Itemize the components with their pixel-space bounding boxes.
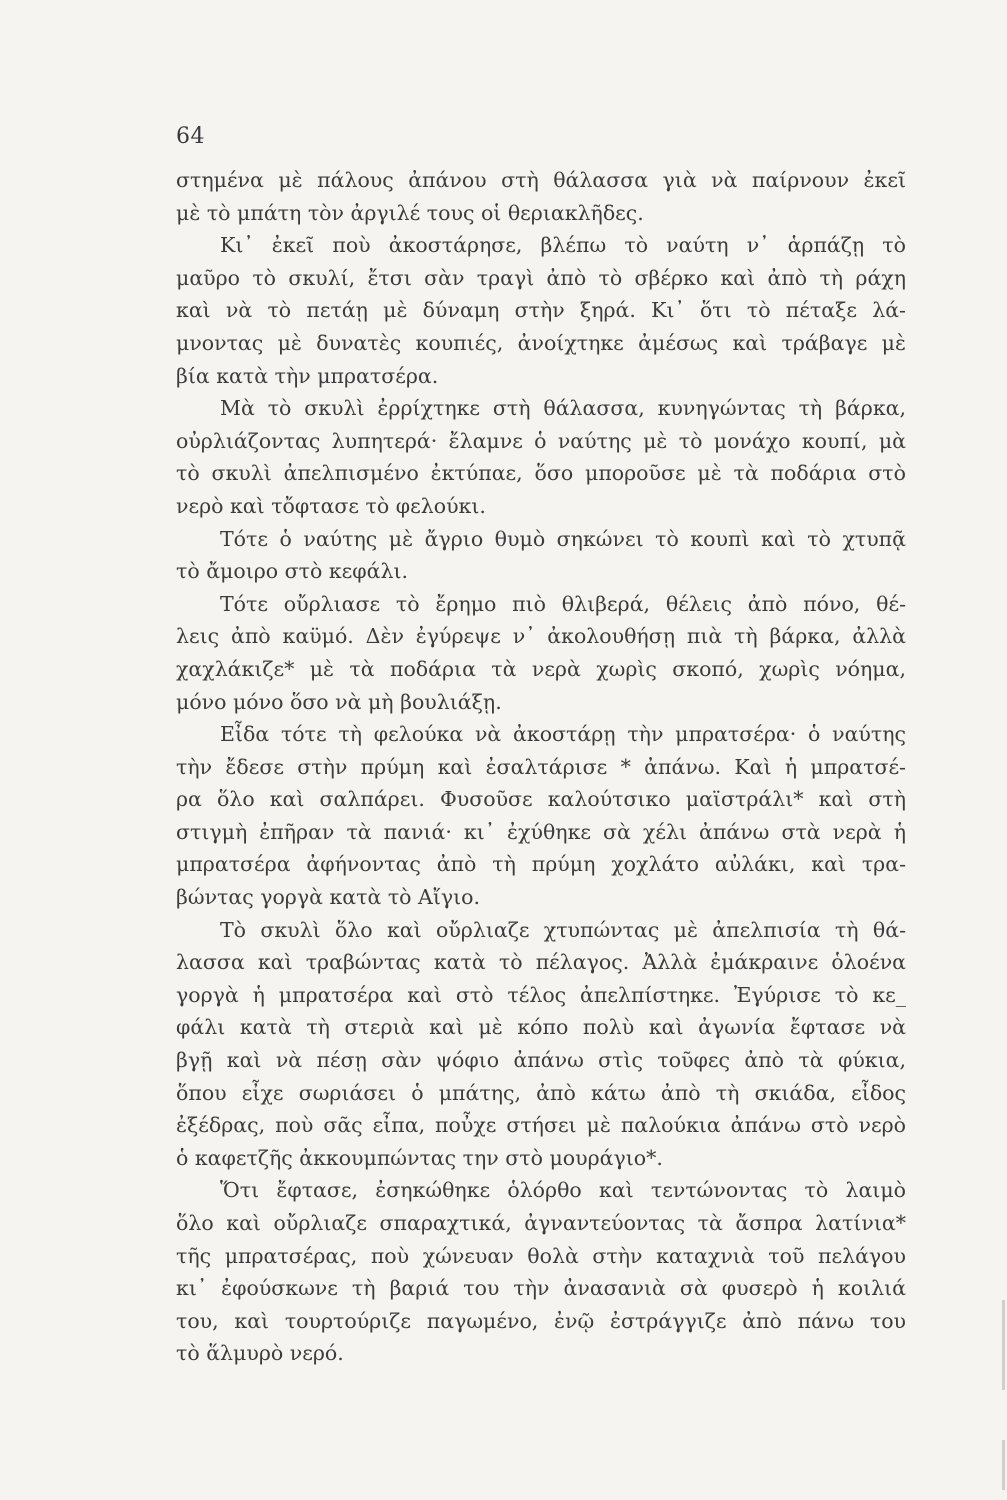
- text-line: ὅπου εἶχε σωριάσει ὁ μπάτης, ἀπὸ κάτω ἀπὸ τὴ σκιάδα, εἶδος: [176, 1080, 906, 1105]
- text-line: γοργὰ ἡ μπρατσέρα καὶ στὸ τέλος ἀπελπίστηκε. Ἐγύρισε τὸ κε_: [176, 982, 906, 1007]
- text-line: μόνο μόνο ὅσο νὰ μὴ βουλιάξῃ.: [176, 689, 502, 714]
- text-line: Κι᾽ ἐκεῖ ποὺ ἀκοστάρησε, βλέπω τὸ ναύτη ν᾽ ἁρπάζῃ τὸ: [220, 233, 906, 258]
- text-line: μπρατσέρα ἀφήνοντας ἀπὸ τὴ πρύμη χοχλάτο αὐλάκι, καὶ τρα-: [176, 852, 906, 877]
- text-line: του, καὶ τουρτούριζε παγωμένο, ἐνῷ ἐστράγγιζε ἀπὸ πάνω του: [176, 1308, 906, 1333]
- text-line: ὁ καφετζῆς ἀκκουμπώντας την στὸ μουράγιο*.: [176, 1145, 663, 1170]
- text-line: βγῇ καὶ νὰ πέσῃ σὰν ψόφιο ἀπάνω στὶς τοῦφες ἀπὸ τὰ φύκια,: [176, 1048, 906, 1073]
- text-line: στημένα μὲ πάλους ἀπάνου στὴ θάλασσα γιὰ νὰ παίρνουν ἐκεῖ: [176, 168, 906, 192]
- text-line: νερὸ καὶ τὄφτασε τὸ φελούκι.: [176, 493, 486, 518]
- text-line: τὸ σκυλὶ ἀπελπισμένο ἐκτύπαε, ὅσο μποροῦσε μὲ τὰ ποδάρια στὸ: [176, 461, 906, 486]
- text-line: μαῦρο τὸ σκυλί, ἔτσι σὰν τραγὶ ἀπὸ τὸ σβέρκο καὶ ἀπὸ τὴ ράχη: [176, 265, 906, 290]
- page-number: 64: [176, 124, 205, 149]
- page-edge-mark: [1002, 1300, 1005, 1390]
- page-edge-mark: [1002, 1440, 1005, 1490]
- text-line: Εἶδα τότε τὴ φελούκα νὰ ἀκοστάρῃ τὴν μπρατσέρα· ὁ ναύτης: [220, 722, 906, 747]
- text-line: βώντας γοργὰ κατὰ τὸ Αἴγιο.: [176, 885, 481, 910]
- text-line: τῆς μπρατσέρας, ποὺ χώνευαν θολὰ στὴν καταχνιὰ τοῦ πελάγου: [176, 1243, 906, 1268]
- text-line: Τὸ σκυλὶ ὅλο καὶ οὔρλιαζε χτυπώντας μὲ ἀπελπισία τὴ θά-: [220, 917, 906, 942]
- text-line: Ὅτι ἔφτασε, ἐσηκώθηκε ὁλόρθο καὶ τεντώνοντας τὸ λαιμὸ: [220, 1178, 906, 1203]
- text-line: λεις ἀπὸ καϋμό. Δὲν ἐγύρεψε ν᾽ ἀκολουθήσῃ πιὰ τὴ βάρκα, ἀλλὰ: [176, 624, 906, 649]
- text-line: κι᾽ ἐφούσκωνε τὴ βαριά του τὴν ἀνασανιὰ σὰ φυσερὸ ἡ κοιλιά: [176, 1276, 906, 1301]
- text-line: λασσα καὶ τραβώντας κατὰ τὸ πέλαγος. Ἀλλὰ ἐμάκραινε ὁλοένα: [176, 950, 906, 975]
- text-line: μνοντας μὲ δυνατὲς κουπιές, ἀνοίχτηκε ἀμέσως καὶ τράβαγε μὲ: [176, 330, 906, 355]
- text-line: Μὰ τὸ σκυλὶ ἐρρίχτηκε στὴ θάλασσα, κυνηγώντας τὴ βάρκα,: [220, 396, 906, 421]
- text-line: χαχλάκιζε* μὲ τὰ ποδάρια τὰ νερὰ χωρὶς σκοπό, χωρὶς νόημα,: [176, 656, 906, 681]
- text-line: τὸ ἅλμυρὸ νερό.: [176, 1341, 344, 1366]
- text-line: τὴν ἔδεσε στὴν πρύμη καὶ ἐσαλτάρισε * ἀπάνω. Καὶ ἡ μπρατσέ-: [176, 754, 906, 779]
- text-line: ὅλο καὶ οὔρλιαζε σπαραχτικά, ἀγναντεύοντας τὰ ἄσπρα λατίνια*: [176, 1211, 906, 1235]
- text-line: Τότε ὁ ναύτης μὲ ἄγριο θυμὸ σηκώνει τὸ κουπὶ καὶ τὸ χτυπᾷ: [220, 526, 906, 551]
- text-line: τὸ ἄμοιρο στὸ κεφάλι.: [176, 559, 409, 584]
- text-line: βία κατὰ τὴν μπρατσέρα.: [176, 363, 439, 388]
- text-line: ρα ὅλο καὶ σαλπάρει. Φυσοῦσε καλούτσικο μαϊστράλι* καὶ στὴ: [176, 787, 906, 812]
- text-line: καὶ νὰ τὸ πετάῃ μὲ δύναμη στὴν ξηρά. Κι᾽ ὅτι τὸ πέταξε λά-: [176, 298, 906, 323]
- text-line: στιγμὴ ἐπῆραν τὰ πανιά· κι᾽ ἐχύθηκε σὰ χέλι ἀπάνω στὰ νερὰ ἡ: [176, 819, 906, 844]
- text-line: φάλι κατὰ τὴ στεριὰ καὶ μὲ κόπο πολὺ καὶ ἀγωνία ἔφτασε νὰ: [176, 1015, 906, 1040]
- text-line: μὲ τὸ μπάτη τὸν ἀργιλέ τους οἱ θεριακλῆδες.: [176, 200, 644, 225]
- text-line: ἐξέδρας, ποὺ σᾶς εἶπα, ποὖχε στήσει μὲ παλούκια ἀπάνω στὸ νερὸ: [176, 1113, 906, 1138]
- body-text: [176, 164, 906, 1370]
- text-line: οὐρλιάζοντας λυπητερά· ἔλαμνε ὁ ναύτης μὲ τὸ μονάχο κουπί, μὰ: [176, 428, 906, 453]
- text-line: Τότε οὔρλιασε τὸ ἔρημο πιὸ θλιβερά, θέλεις ἀπὸ πόνο, θέ-: [220, 591, 906, 616]
